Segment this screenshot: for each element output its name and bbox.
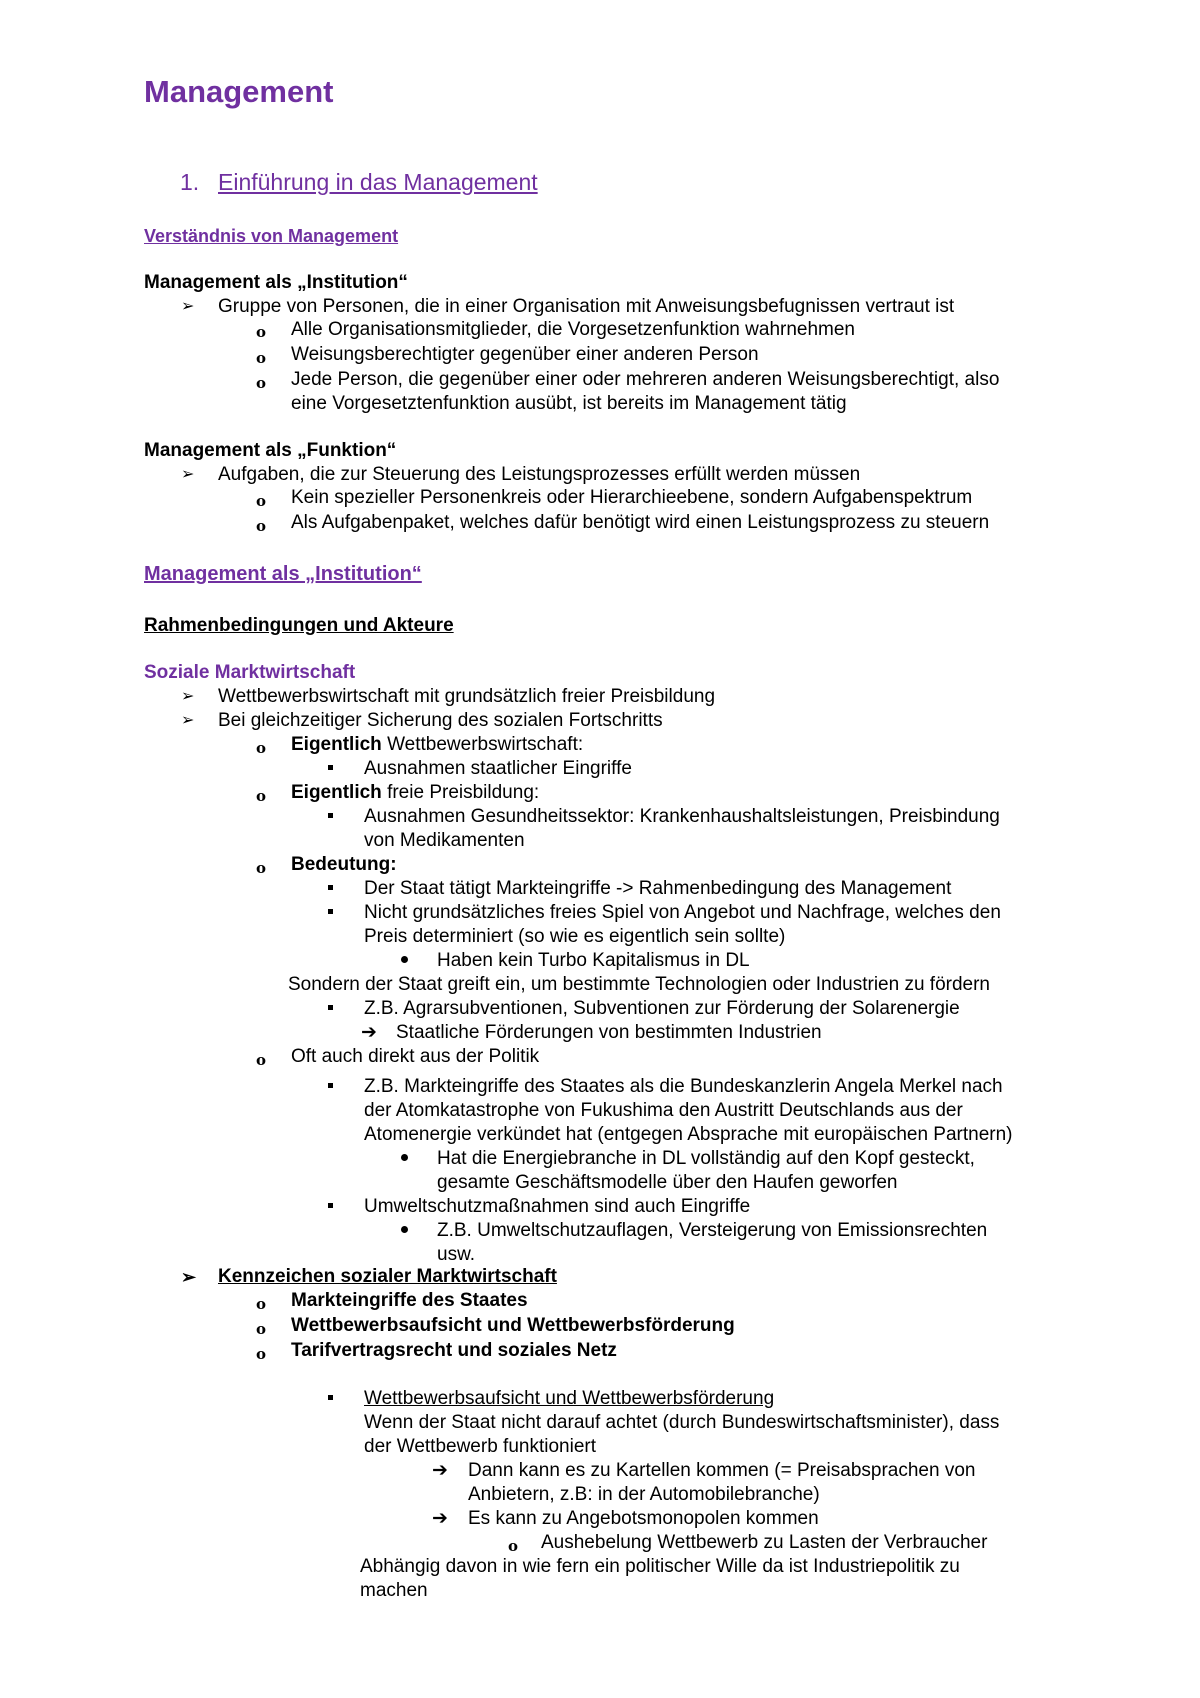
dot-bullet-icon xyxy=(401,1219,408,1243)
dot-bullet-icon xyxy=(401,949,408,973)
list-item: Aushebelung Wettbewerb zu Lasten der Verbraucher xyxy=(541,1532,988,1553)
circle-bullet-icon: o xyxy=(256,349,267,367)
list-item: Umweltschutzmaßnahmen sind auch Eingriffe xyxy=(364,1196,751,1217)
list-item: Aufgaben, die zur Steuerung des Leistungsprozesses erfüllt werden müssen xyxy=(218,464,861,485)
list-item-continuation: Atomenergie verkündet hat (entgegen Absprache mit europäischen Partnern) xyxy=(364,1124,1013,1145)
arrow-bullet-icon: ➢ xyxy=(181,712,195,729)
section-heading: Management als „Institution“ xyxy=(144,563,422,585)
list-item xyxy=(291,781,539,805)
list-item: Als Aufgabenpaket, welches dafür benötigt wird einen Leistungsprozess zu steuern xyxy=(291,512,990,533)
circle-bullet-icon: o xyxy=(256,492,267,510)
subsection-heading: Rahmenbedingungen und Akteure xyxy=(144,615,454,636)
list-item: Weisungsberechtigter gegenüber einer anderen Person xyxy=(291,344,759,365)
list-item-continuation: eine Vorgesetztenfunktion ausübt, ist bereits im Management tätig xyxy=(291,393,847,414)
paragraph: machen xyxy=(360,1580,428,1601)
list-item: Bedeutung: xyxy=(291,854,397,875)
circle-bullet-icon: o xyxy=(256,787,267,805)
square-bullet-icon xyxy=(328,877,333,901)
list-item-heading: Wettbewerbsaufsicht und Wettbewerbsförderung xyxy=(364,1388,775,1409)
circle-bullet-icon: o xyxy=(508,1537,519,1555)
term-text: freie Preisbildung: xyxy=(381,782,540,803)
document-title: Management xyxy=(144,74,334,109)
circle-bullet-icon: o xyxy=(256,374,267,392)
right-arrow-icon: ➔ xyxy=(432,1508,448,1529)
list-item: Haben kein Turbo Kapitalismus in DL xyxy=(437,950,750,971)
list-item: Ausnahmen staatlicher Eingriffe xyxy=(364,758,632,779)
circle-bullet-icon: o xyxy=(256,859,267,877)
circle-bullet-icon: o xyxy=(256,1345,267,1363)
subsection-heading: Kennzeichen sozialer Marktwirtschaft xyxy=(218,1266,557,1287)
square-bullet-icon xyxy=(328,901,333,925)
right-arrow-icon: ➔ xyxy=(432,1460,448,1481)
chapter-title: Einführung in das Management xyxy=(218,169,538,195)
circle-bullet-icon: o xyxy=(256,1320,267,1338)
list-item: Wettbewerbswirtschaft mit grundsätzlich freier Preisbildung xyxy=(218,686,716,707)
list-item: Z.B. Markteingriffe des Staates als die Bundeskanzlerin Angela Merkel nach xyxy=(364,1076,1003,1097)
arrow-bullet-icon: ➢ xyxy=(181,688,195,705)
list-item: Hat die Energiebranche in DL vollständig auf den Kopf gesteckt, xyxy=(437,1148,975,1169)
list-item: Oft auch direkt aus der Politik xyxy=(291,1046,540,1067)
paragraph: der Wettbewerb funktioniert xyxy=(364,1436,596,1457)
list-item: Tarifvertragsrecht und soziales Netz xyxy=(291,1340,617,1361)
list-item: Ausnahmen Gesundheitssektor: Krankenhaushaltsleistungen, Preisbindung xyxy=(364,806,1000,827)
circle-bullet-icon: o xyxy=(256,517,267,535)
list-item-continuation: von Medikamenten xyxy=(364,830,525,851)
circle-bullet-icon: o xyxy=(256,739,267,757)
list-item: Der Staat tätigt Markteingriffe -> Rahmenbedingung des Management xyxy=(364,878,952,899)
bold-term: Eigentlich xyxy=(291,734,382,755)
term-text: Wettbewerbswirtschaft: xyxy=(381,734,584,755)
circle-bullet-icon: o xyxy=(256,1295,267,1313)
list-item-continuation: usw. xyxy=(437,1244,476,1265)
chapter-number: 1. xyxy=(180,169,200,195)
list-item: Wettbewerbsaufsicht und Wettbewerbsförderung xyxy=(291,1315,735,1336)
right-arrow-icon: ➔ xyxy=(361,1022,377,1043)
list-item: Bei gleichzeitiger Sicherung des sozialen Fortschritts xyxy=(218,710,663,731)
list-item-continuation: Preis determiniert (so wie es eigentlich sein sollte) xyxy=(364,926,786,947)
arrow-bullet-icon: ➢ xyxy=(181,1267,197,1287)
arrow-bullet-icon: ➢ xyxy=(181,466,195,483)
section-heading: Verständnis von Management xyxy=(144,226,399,246)
dot-bullet-icon xyxy=(401,1147,408,1171)
list-item: Alle Organisationsmitglieder, die Vorgesetzenfunktion wahrnehmen xyxy=(291,319,855,340)
subsection-heading: Management als „Institution“ xyxy=(144,272,408,293)
square-bullet-icon xyxy=(328,1387,333,1411)
bold-term: Eigentlich xyxy=(291,782,382,803)
list-item: Gruppe von Personen, die in einer Organisation mit Anweisungsbefugnissen vertraut ist xyxy=(218,296,955,317)
square-bullet-icon xyxy=(328,997,333,1021)
arrow-bullet-icon: ➢ xyxy=(181,298,195,315)
list-item: Jede Person, die gegenüber einer oder mehreren anderen Weisungsberechtigt, also xyxy=(291,369,1000,390)
paragraph: Abhängig davon in wie fern ein politischer Wille da ist Industriepolitik zu xyxy=(360,1556,960,1577)
list-item-continuation: der Atomkatastrophe von Fukushima den Austritt Deutschlands aus der xyxy=(364,1100,963,1121)
square-bullet-icon xyxy=(328,1195,333,1219)
subsection-heading: Management als „Funktion“ xyxy=(144,440,397,461)
list-item: Kein spezieller Personenkreis oder Hierarchieebene, sondern Aufgabenspektrum xyxy=(291,487,973,508)
circle-bullet-icon: o xyxy=(256,1051,267,1069)
square-bullet-icon xyxy=(328,757,333,781)
paragraph: Sondern der Staat greift ein, um bestimmte Technologien oder Industrien zu fördern xyxy=(288,974,990,995)
list-item-continuation: gesamte Geschäftsmodelle über den Haufen geworfen xyxy=(437,1172,898,1193)
list-item-continuation: Anbietern, z.B: in der Automobilebranche) xyxy=(468,1484,820,1505)
paragraph: Wenn der Staat nicht darauf achtet (durch Bundeswirtschaftsminister), dass xyxy=(364,1412,1000,1433)
list-item: Dann kann es zu Kartellen kommen (= Preisabsprachen von xyxy=(468,1460,976,1481)
list-item: Es kann zu Angebotsmonopolen kommen xyxy=(468,1508,819,1529)
list-item: Z.B. Umweltschutzauflagen, Versteigerung von Emissionsrechten xyxy=(437,1220,988,1241)
list-item: Markteingriffe des Staates xyxy=(291,1290,528,1311)
subsection-heading: Soziale Marktwirtschaft xyxy=(144,662,356,683)
list-item: Staatliche Förderungen von bestimmten Industrien xyxy=(396,1022,822,1043)
list-item: Z.B. Agrarsubventionen, Subventionen zur Förderung der Solarenergie xyxy=(364,998,960,1019)
circle-bullet-icon: o xyxy=(256,323,267,341)
list-item: Nicht grundsätzliches freies Spiel von Angebot und Nachfrage, welches den xyxy=(364,902,1001,923)
list-item xyxy=(291,733,583,757)
square-bullet-icon xyxy=(328,1075,333,1099)
square-bullet-icon xyxy=(328,805,333,829)
